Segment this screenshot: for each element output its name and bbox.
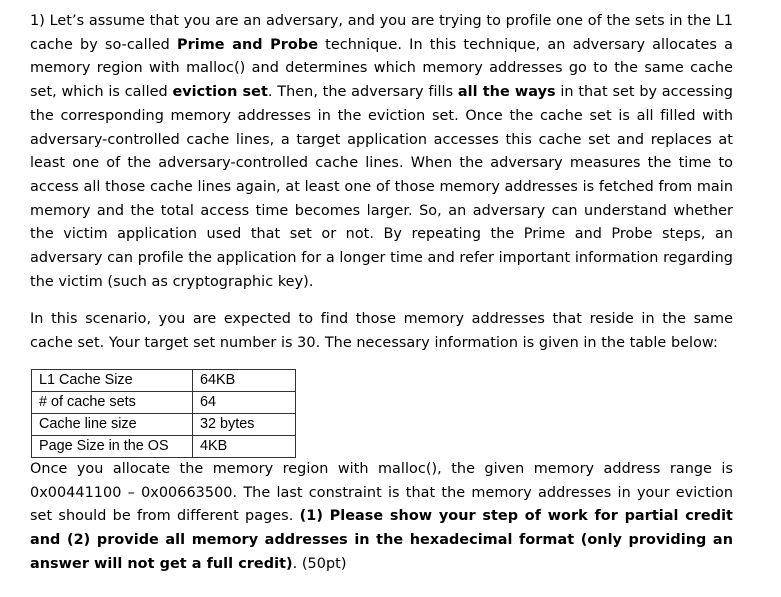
instructions-bold: (1) Please show your step of work for partial credit and (2) provide all memory addresses in the hexadecimal format (only providing an answer will not get a full credit) (30, 508, 733, 572)
question-intro-paragraph (30, 10, 733, 294)
table-cell-value: 64 (193, 391, 296, 413)
table-row (32, 435, 296, 457)
cache-info-table (31, 369, 296, 458)
table-cell-label: Cache line size (32, 413, 193, 435)
eviction-set-term: eviction set (172, 84, 268, 101)
instructions-text-2: . (50pt) (292, 555, 347, 572)
all-the-ways-term: all the ways (457, 84, 556, 101)
table-cell-value: 4KB (193, 435, 296, 457)
table-cell-label: Page Size in the OS (32, 435, 193, 457)
table-cell-label: # of cache sets (32, 391, 193, 413)
intro-text-1: 1) Let’s assume that you are an adversary, and you are trying to profile one of the sets in the L1 cache by so-called (30, 13, 733, 53)
table-row (32, 369, 296, 391)
instructions-text-1: Once you allocate the memory region with malloc(), the given memory address range is 0x00441100 – 0x00663500. The last constraint is that the memory addresses in your eviction set should be from different pages. (30, 460, 733, 525)
instructions-paragraph (30, 458, 733, 577)
prime-and-probe-term: Prime and Probe (177, 36, 319, 53)
intro-text-4: in that set by accessing the corresponding memory addresses in the eviction set. Once the cache set is all filled with adversary-controlled cache lines, a target application accesses this cache set and replaces at least one of the adversary-controlled cache lines. When the adversary measures the time to access all those cache lines again, at least one of those memory addresses is fetched from main memory and the total access time becomes larger. So, an adversary can understand whether the victim application used that set or not. By repeating the Prime and Probe steps, an adversary can profile the application for a longer time and refer important information regarding the victim (such as cryptographic key). (30, 84, 733, 290)
table-cell-label: L1 Cache Size (32, 369, 193, 391)
table-row (32, 391, 296, 413)
intro-text-2: technique. In this technique, an adversary allocates a memory region with malloc() and determines which memory addresses go to the same cache set, which is called (30, 36, 733, 101)
scenario-paragraph: In this scenario, you are expected to find those memory addresses that reside in the same cache set. Your target set number is 30. The necessary information is given in the table below: (30, 311, 733, 352)
table-row (32, 413, 296, 435)
table-cell-value: 32 bytes (193, 413, 296, 435)
intro-text-3: . Then, the adversary fills (267, 84, 458, 101)
table-cell-value: 64KB (193, 369, 296, 391)
